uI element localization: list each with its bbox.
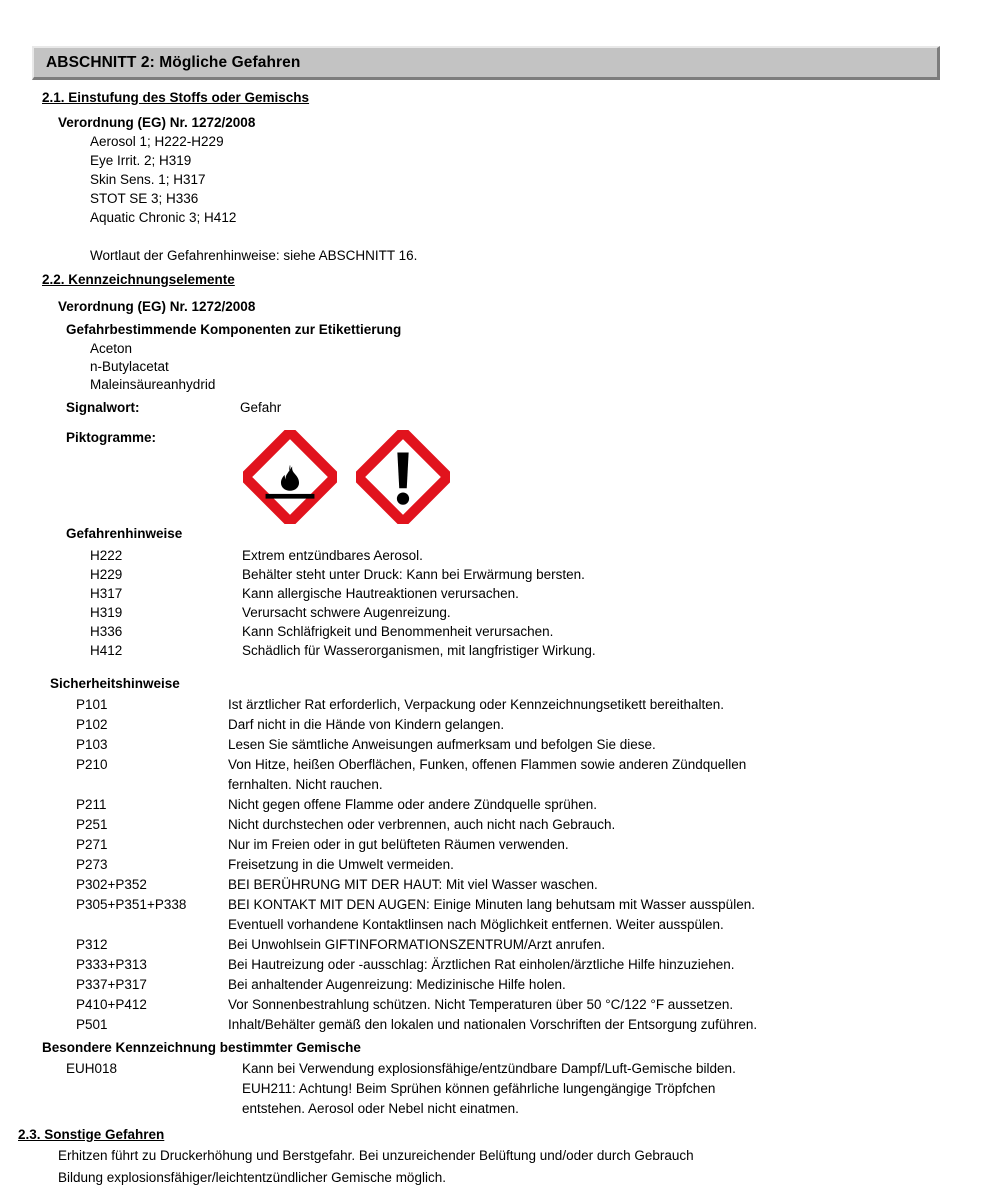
hazard-statements-heading: Gefahrenhinweise [66,526,183,541]
precautionary-code: P312 [76,937,108,952]
heading-2-2: 2.2. Kennzeichnungselemente [42,272,235,287]
special-labelling-code: EUH018 [66,1061,118,1076]
section-banner [32,46,940,80]
precautionary-row [76,757,746,772]
precautionary-text-continuation: fernhalten. Nicht rauchen. [228,777,383,792]
hazard-code: H229 [90,567,123,582]
special-labelling-heading: Besondere Kennzeichnung bestimmter Gemische [42,1040,361,1055]
special-labelling-text-continuation: EUH211: Achtung! Beim Sprühen können gefährliche lungengängige Tröpfchen [242,1081,716,1096]
hazard-row [90,624,553,639]
precautionary-code: P210 [76,757,108,772]
hazard-code: H412 [90,643,123,658]
precautionary-text: BEI KONTAKT MIT DEN AUGEN: Einige Minuten lang behutsam mit Wasser ausspülen. [228,897,755,912]
precautionary-code: P102 [76,717,108,732]
precautionary-text: Ist ärztlicher Rat erforderlich, Verpackung oder Kennzeichnungsetikett bereithalten. [228,697,725,712]
precautionary-text: Bei Unwohlsein GIFTINFORMATIONSZENTRUM/Arzt anrufen. [228,937,606,952]
classification-entry: Skin Sens. 1; H317 [90,172,206,187]
hazard-code: H222 [90,548,123,563]
special-labelling-text-continuation: entstehen. Aerosol oder Nebel nicht einatmen. [242,1101,519,1116]
hazard-row [90,643,596,658]
precautionary-text: Von Hitze, heißen Oberflächen, Funken, offenen Flammen sowie anderen Zündquellen [228,757,747,772]
classification-entry: Aquatic Chronic 3; H412 [90,210,237,225]
labelling-component: n-Butylacetat [90,359,169,374]
precautionary-row [76,797,597,812]
special-labelling-row [66,1061,736,1076]
precautionary-code: P251 [76,817,108,832]
hazard-text: Schädlich für Wasserorganismen, mit langfristiger Wirkung. [242,643,596,658]
precautionary-text-continuation: Eventuell vorhandene Kontaktlinsen nach Möglichkeit entfernen. Weiter ausspülen. [228,917,724,932]
other-hazards-text: Erhitzen führt zu Druckerhöhung und Berstgefahr. Bei unzureichender Belüftung und/oder durch Gebrauch [58,1148,694,1163]
precautionary-row [76,937,605,952]
precautionary-code: P501 [76,1017,108,1032]
hazard-text: Kann allergische Hautreaktionen verursachen. [242,586,519,601]
signal-word-label: Signalwort: [66,400,140,415]
special-labelling-text: Kann bei Verwendung explosionsfähige/entzündbare Dampf/Luft-Gemische bilden. [242,1061,736,1076]
precautionary-row [76,897,755,912]
classification-entry: Eye Irrit. 2; H319 [90,153,192,168]
section-banner-title: ABSCHNITT 2: Mögliche Gefahren [46,53,301,71]
precautionary-code: P410+P412 [76,997,147,1012]
precautionary-row [76,877,598,892]
heading-2-1: 2.1. Einstufung des Stoffs oder Gemischs [42,90,310,105]
precautionary-row [76,997,733,1012]
precautionary-text: Inhalt/Behälter gemäß den lokalen und nationalen Vorschriften der Entsorgung zuführen. [228,1017,758,1032]
precautionary-row [76,1017,757,1032]
precautionary-statements-heading: Sicherheitshinweise [50,676,180,691]
labelling-component: Maleinsäureanhydrid [90,377,216,392]
labelling-component: Aceton [90,341,133,356]
precautionary-text: Nicht durchstechen oder verbrennen, auch nicht nach Gebrauch. [228,817,616,832]
precautionary-code: P271 [76,837,108,852]
labelling-regulation: Verordnung (EG) Nr. 1272/2008 [58,299,256,314]
flame-pictogram-svg [243,430,337,524]
precautionary-code: P273 [76,857,108,872]
precautionary-code: P101 [76,697,108,712]
precautionary-row [76,697,724,712]
precautionary-text: BEI BERÜHRUNG MIT DER HAUT: Mit viel Wasser waschen. [228,877,598,892]
precautionary-code: P305+P351+P338 [76,897,187,912]
precautionary-row [76,817,615,832]
precautionary-row [76,717,504,732]
precautionary-code: P337+P317 [76,977,147,992]
precautionary-row [76,737,656,752]
precautionary-text: Freisetzung in die Umwelt vermeiden. [228,857,454,872]
hazard-text: Kann Schläfrigkeit und Benommenheit verursachen. [242,624,554,639]
hazard-row [90,605,451,620]
precautionary-code: P333+P313 [76,957,147,972]
classification-entry: Aerosol 1; H222-H229 [90,134,224,149]
precautionary-text: Nicht gegen offene Flamme oder andere Zündquelle sprühen. [228,797,597,812]
precautionary-text: Lesen Sie sämtliche Anweisungen aufmerksam und befolgen Sie diese. [228,737,656,752]
hazard-code: H317 [90,586,123,601]
classification-regulation: Verordnung (EG) Nr. 1272/2008 [58,115,256,130]
precautionary-code: P302+P352 [76,877,147,892]
other-hazards-text: Bildung explosionsfähiger/leichtentzündlicher Gemische möglich. [58,1170,446,1185]
hazard-row [90,548,423,563]
classification-entry: STOT SE 3; H336 [90,191,199,206]
precautionary-row [76,957,735,972]
precautionary-row [76,857,454,872]
hazard-text: Extrem entzündbares Aerosol. [242,548,423,563]
heading-2-3: 2.3. Sonstige Gefahren [18,1127,165,1142]
precautionary-text: Bei Hautreizung oder -ausschlag: Ärztlichen Rat einholen/ärztliche Hilfe hinzuziehen. [228,957,735,972]
precautionary-row [76,837,569,852]
precautionary-text: Nur im Freien oder in gut belüfteten Räumen verwenden. [228,837,569,852]
exclamation-mark-pictogram [356,430,450,524]
precautionary-text: Bei anhaltender Augenreizung: Medizinische Hilfe holen. [228,977,566,992]
signal-word-value: Gefahr [240,400,282,415]
hazard-code: H319 [90,605,123,620]
hazard-row [90,586,519,601]
precautionary-row [76,977,566,992]
exclamation-mark-pictogram-svg [356,430,450,524]
pictograms-label: Piktogramme: [66,430,157,445]
classification-note: Wortlaut der Gefahrenhinweise: siehe ABSCHNITT 16. [90,248,418,263]
precautionary-code: P103 [76,737,108,752]
precautionary-text: Darf nicht in die Hände von Kindern gelangen. [228,717,505,732]
precautionary-code: P211 [76,797,107,812]
hazard-row [90,567,585,582]
precautionary-text: Vor Sonnenbestrahlung schützen. Nicht Temperaturen über 50 °C/122 °F aussetzen. [228,997,734,1012]
hazard-code: H336 [90,624,123,639]
hazard-text: Behälter steht unter Druck: Kann bei Erwärmung bersten. [242,567,585,582]
labelling-components-heading: Gefahrbestimmende Komponenten zur Etikettierung [66,322,402,337]
flame-pictogram [243,430,337,524]
hazard-text: Verursacht schwere Augenreizung. [242,605,451,620]
